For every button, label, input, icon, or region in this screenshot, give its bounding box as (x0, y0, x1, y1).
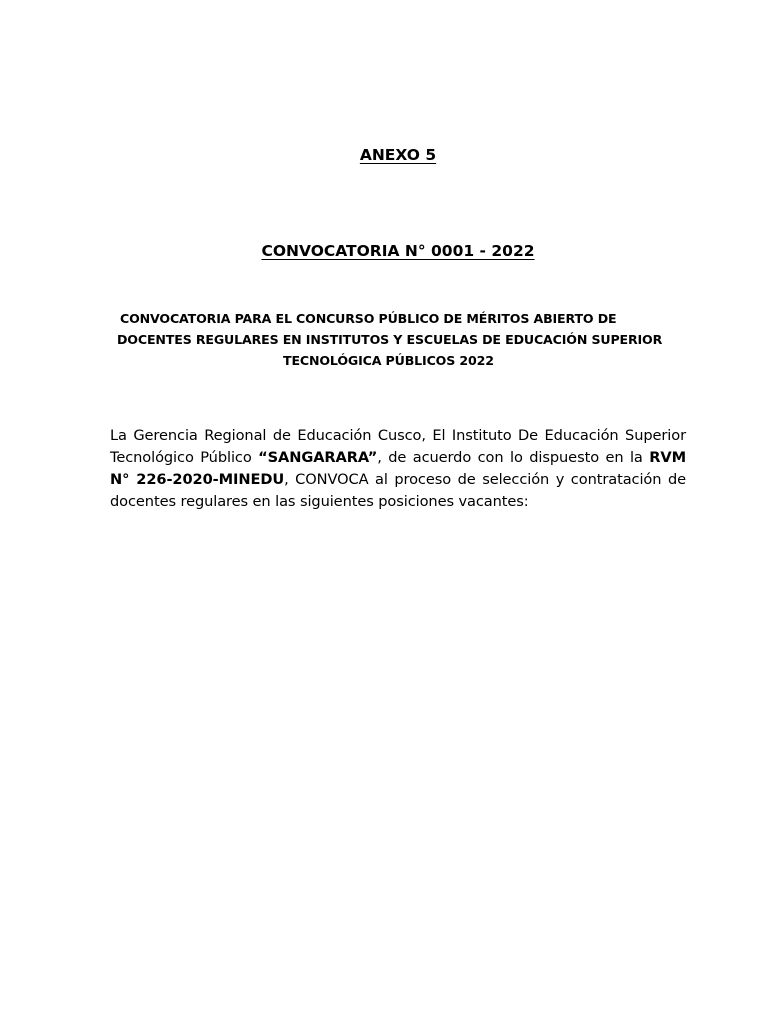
institution-name: “SANGARARA” (258, 448, 378, 466)
subtitle-line-3: TECNOLÓGICA PÚBLICOS 2022 (283, 353, 494, 368)
annex-title: ANEXO 5 (359, 146, 437, 164)
convocatoria-subtitle (100, 308, 700, 371)
paragraph-part-2: , de acuerdo con lo dispuesto en la (377, 448, 650, 466)
convocatoria-title: CONVOCATORIA N° 0001 - 2022 (261, 242, 535, 260)
resolution-reference: RVM N° 226-2020-MINEDU (110, 448, 687, 488)
subtitle-line-1: CONVOCATORIA PARA EL CONCURSO PÚBLICO DE MÉRITOS ABIERTO DE (120, 311, 617, 326)
body-paragraph (110, 425, 686, 513)
paragraph-part-3: , CONVOCA al proceso de selección y contratación de docentes regulares en las siguientes posiciones vacantes: (110, 470, 686, 510)
paragraph-part-1: La Gerencia Regional de Educación Cusco, El Instituto De Educación Superior Tecnológico Público (110, 426, 686, 466)
subtitle-line-2: DOCENTES REGULARES EN INSTITUTOS Y ESCUELAS DE EDUCACIÓN SUPERIOR (117, 332, 663, 347)
